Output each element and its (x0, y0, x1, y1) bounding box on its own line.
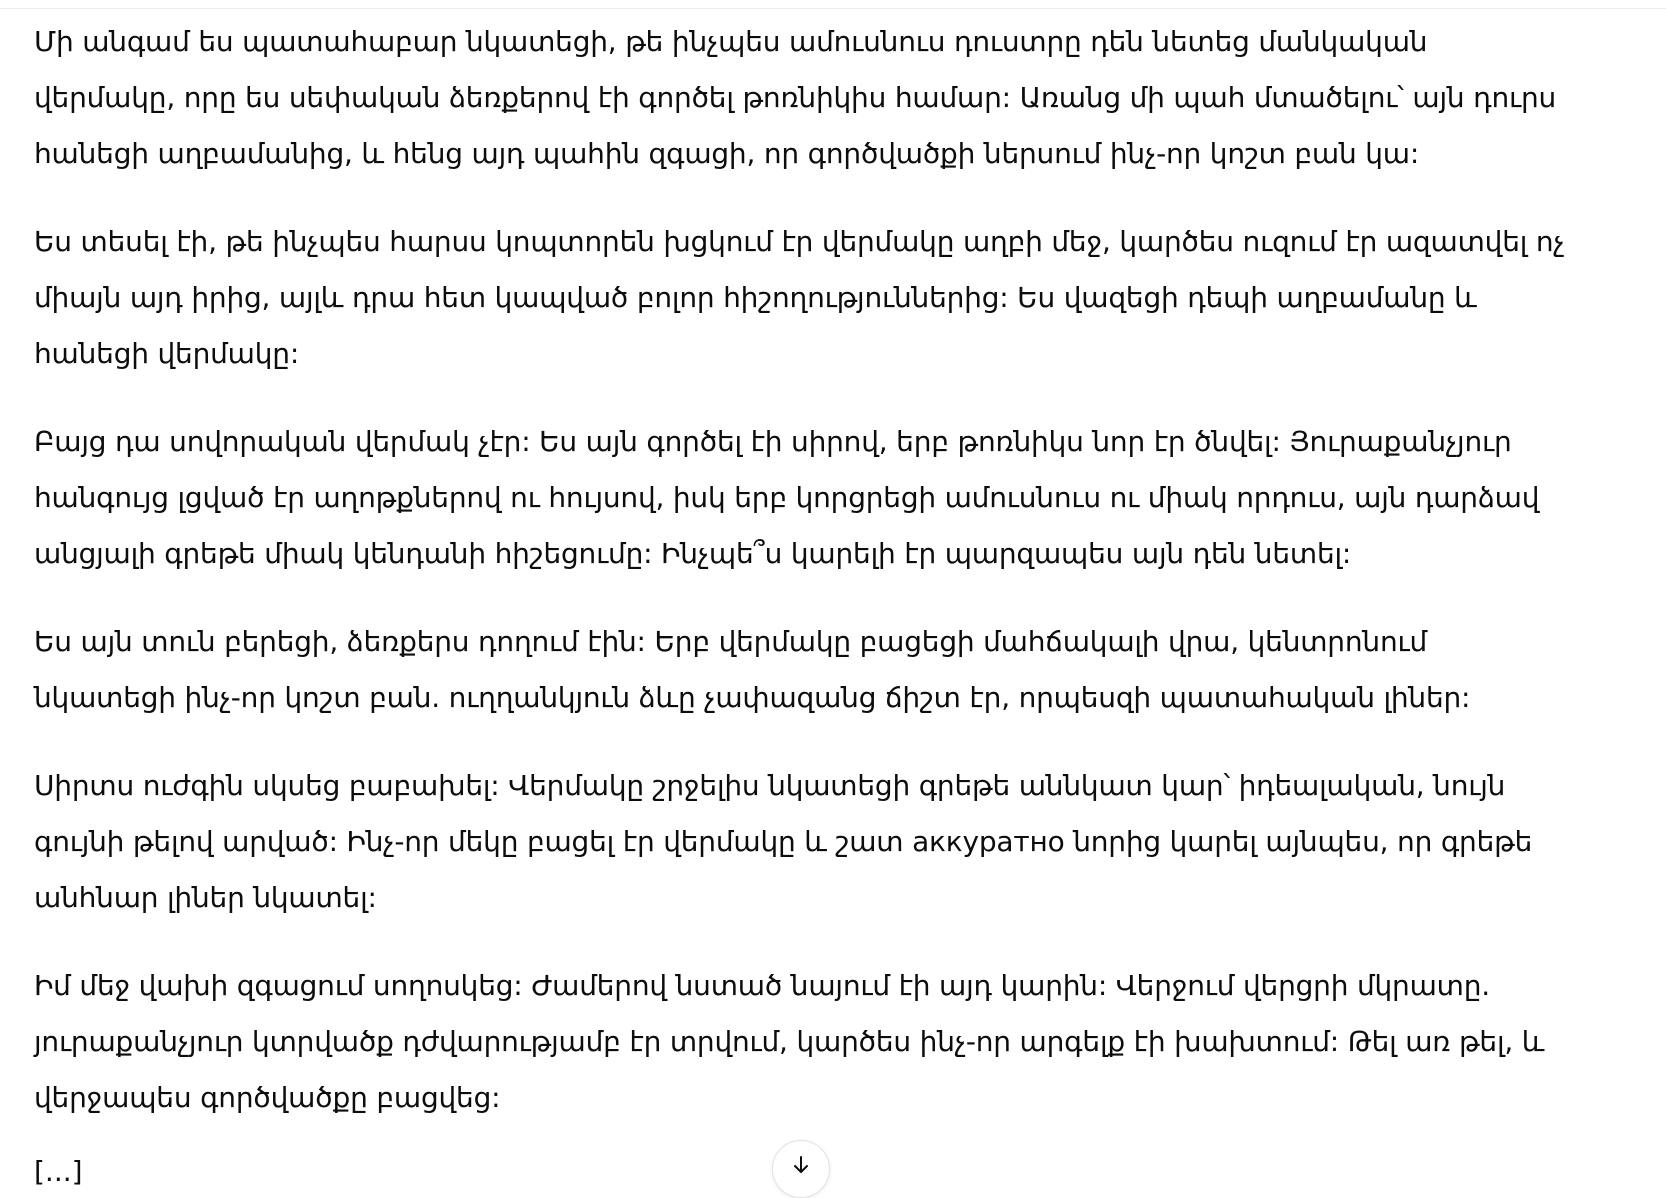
message-paragraph: Ես այն տուն բերեցի, ձեռքերս դողում էին: Երբ վերմակը բացեցի մահճակալի վրա, կենտրոնում նկատեցի ինչ-որ կոշտ բան. ուղղանկյուն ձևը չափազանց ճիշտ էր, որպեսզի պատահական լիներ: (34, 625, 1471, 714)
message-paragraph: Մի անգամ ես պատահաբար նկատեցի, թե ինչպես ամուսնուս դուստրը դեն նետեց մանկական վերմակը, որը ես սեփական ձեռքերով էի գործել թոռնիկիս համար: Առանց մի պահ մտածելու՝ այն դուրս հանեցի աղբամանից, և հենց այդ պահին զգացի, որ գործվածքի ներսում ինչ-որ կոշտ բան կա: (34, 25, 1557, 170)
arrow-down-icon (789, 1153, 813, 1177)
message-next-line-partial: [...] (34, 1155, 83, 1188)
message-paragraph: Ես տեսել էի, թե ինչպես հարսս կոպտորեն խցկում էր վերմակը աղբի մեջ, կարծես ուզում էր ազատվել ոչ միայն այդ իրից, այլև դրա հետ կապված բոլոր հիշողություններից: Ես վազեցի դեպի աղբամանը և հանեցի վերմակը: (34, 225, 1565, 370)
message-paragraph: Բայց դա սովորական վերմակ չէր: Ես այն գործել էի սիրով, երբ թոռնիկս նոր էր ծնվել: Յուրաքանչյուր հանգույց լցված էր աղոթքներով ու հույսով, իսկ երբ կորցրեցի ամուսնուս ու միակ որդուս, այն դարձավ անցյալի գրեթե միակ կենդանի հիշեցումը: Ինչպե՞ս կարելի էր պարզապես այն դեն նետել: (34, 425, 1540, 570)
scroll-to-bottom-button[interactable] (772, 1140, 830, 1198)
assistant-message (34, 14, 1574, 1158)
top-divider (0, 8, 1666, 9)
message-paragraph: Սիրտս ուժգին սկսեց բաբախել: Վերմակը շրջելիս նկատեցի գրեթե աննկատ կար՝ իդեալական, նույն գույնի թելով արված: Ինչ-որ մեկը բացել էր վերմակը և շատ аккуратно նորից կարել այնպես, որ գրեթե անհնար լիներ նկատել: (34, 769, 1533, 914)
message-paragraph: Իմ մեջ վախի զգացում սողոսկեց: Ժամերով նստած նայում էի այդ կարին: Վերջում վերցրի մկրատը. յուրաքանչյուր կտրվածք դժվարությամբ էր տրվում, կարծես ինչ-որ արգելք էի խախտում: Թել առ թել, և վերջապես գործվածքը բացվեց: (34, 969, 1545, 1114)
